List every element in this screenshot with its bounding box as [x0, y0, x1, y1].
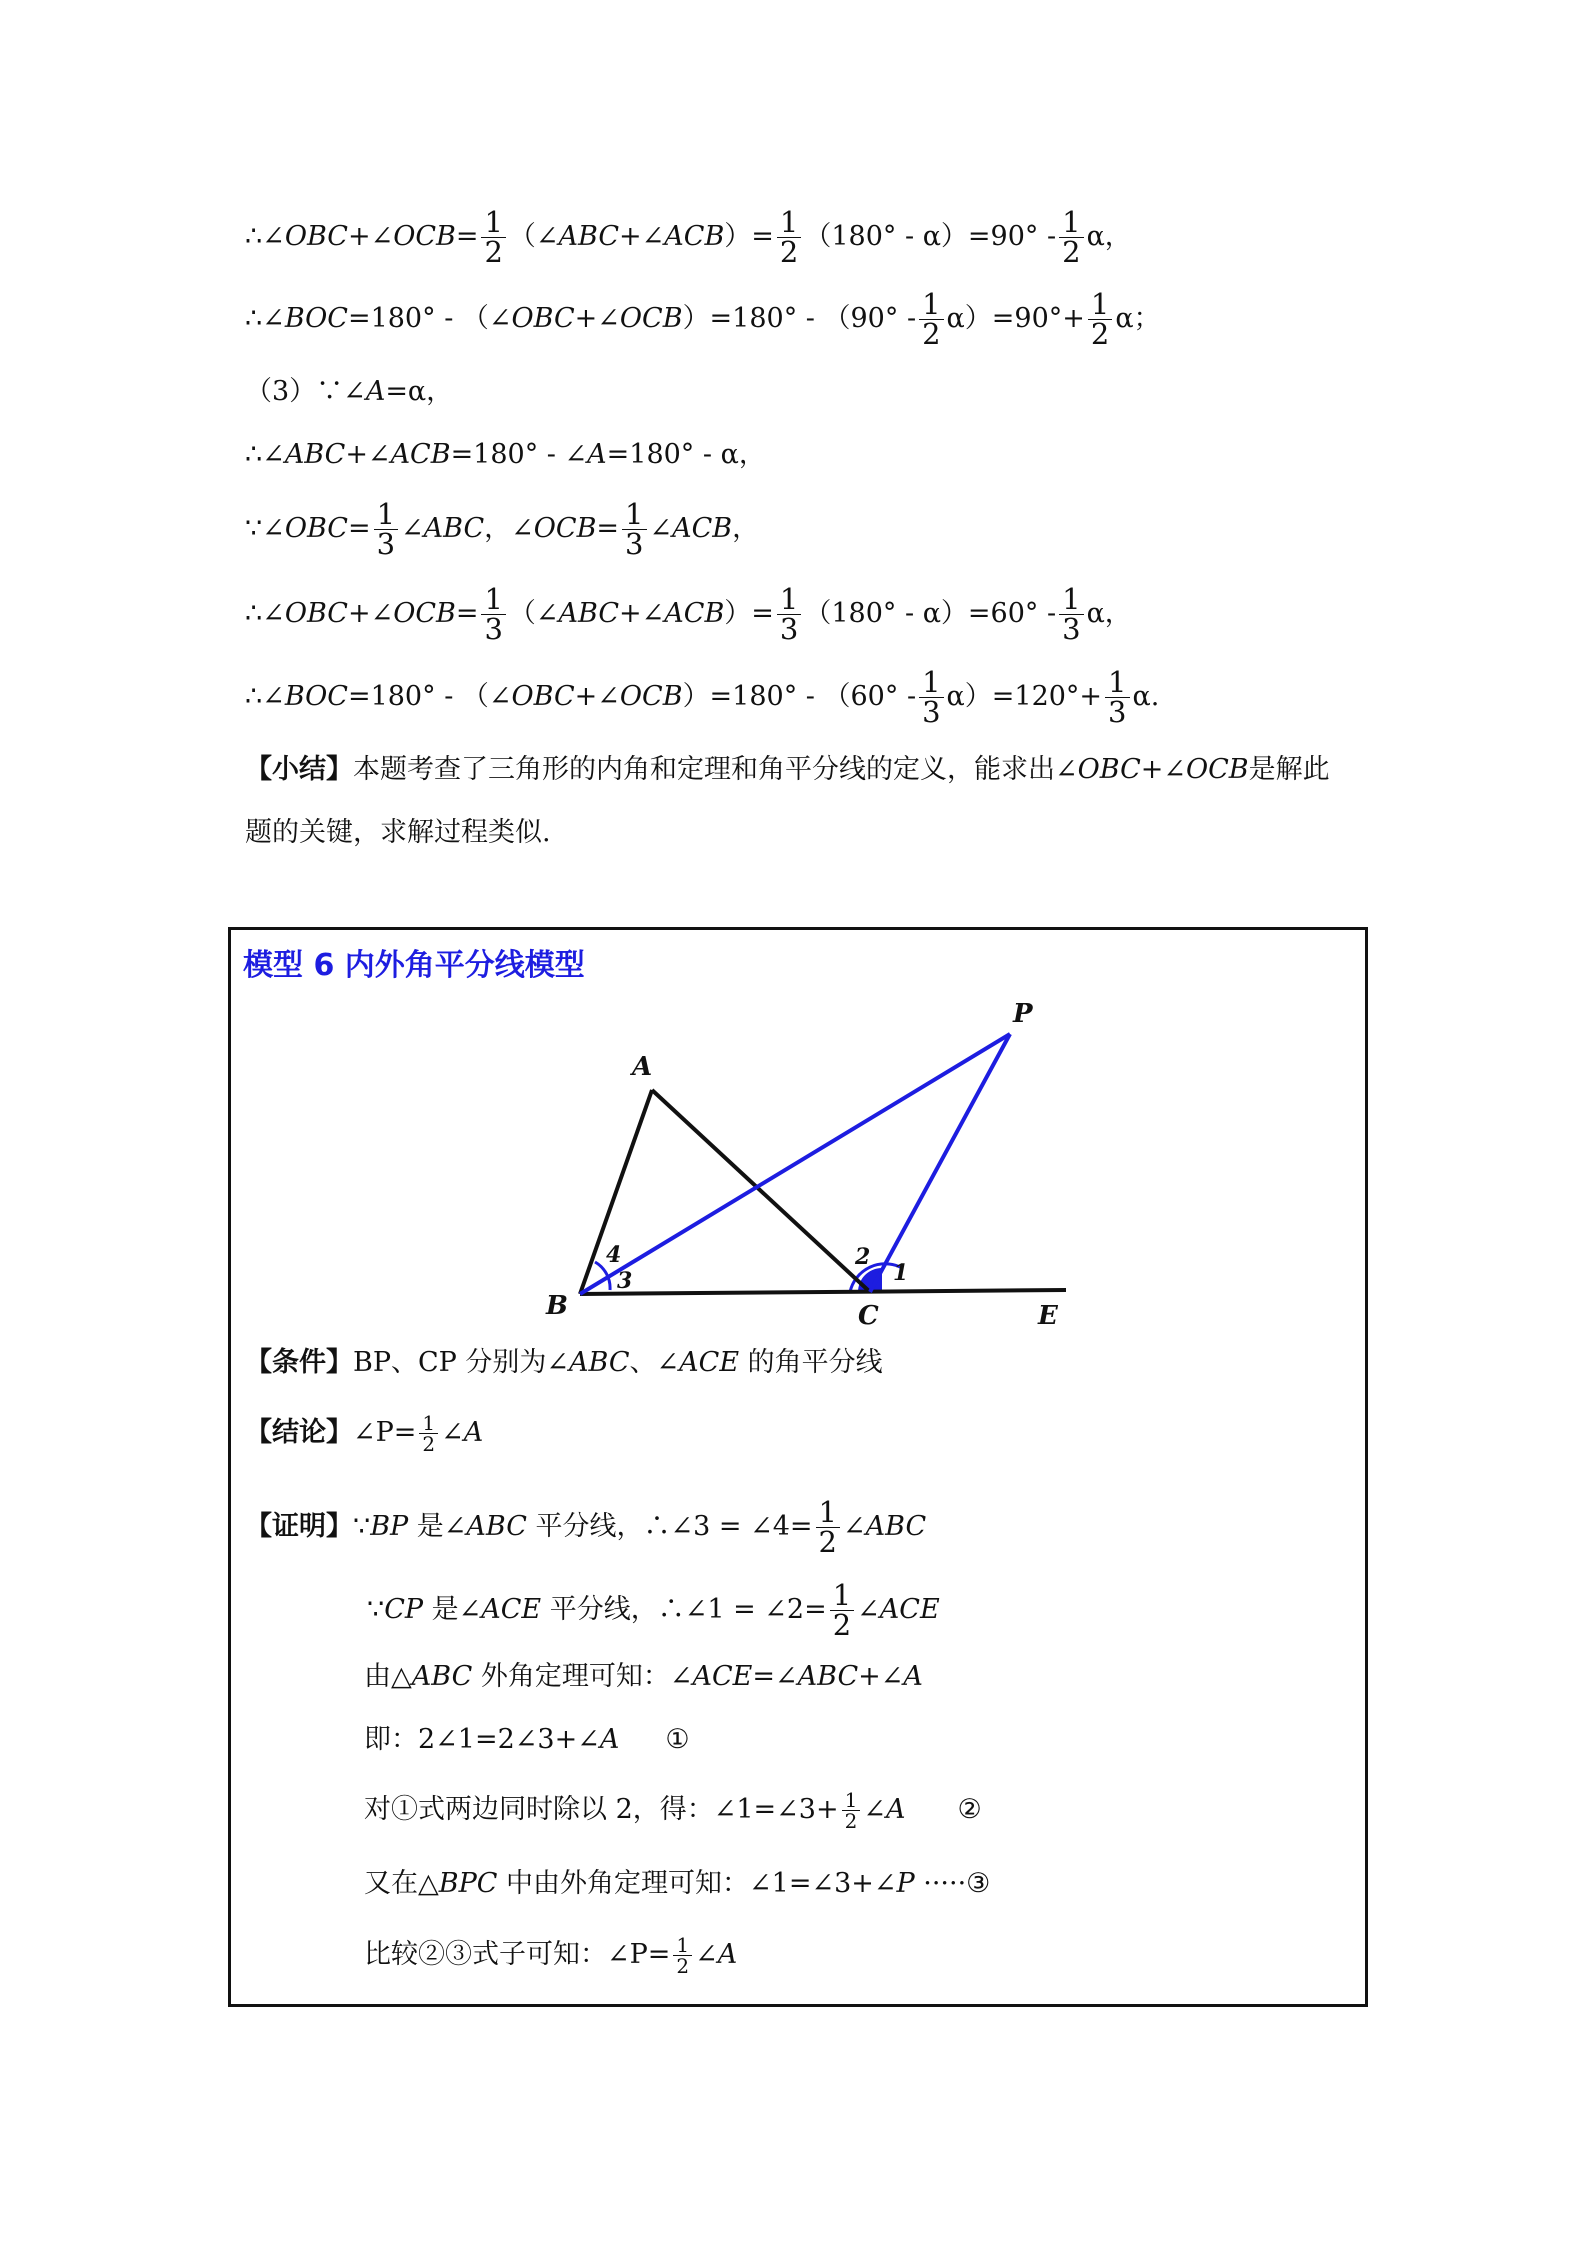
proof-line-5: 对①式两边同时除以 2，得：∠1=∠3+ $\frac{1}{2}$ ∠A ② [364, 1788, 982, 1833]
angle-label-3: 3 [617, 1268, 633, 1294]
side-AC [652, 1090, 870, 1292]
label-C: C [858, 1301, 879, 1331]
label-E: E [1038, 1301, 1058, 1331]
fraction-half: $\frac{1}{2}$ [1059, 208, 1083, 267]
fraction-half: $\frac{1}{2}$ [842, 1790, 861, 1831]
fraction-half: $\frac{1}{2}$ [777, 208, 801, 267]
fraction-third: $\frac{1}{3}$ [777, 585, 801, 644]
fraction-half: $\frac{1}{2}$ [481, 208, 505, 267]
solution-line-2: ∴∠BOC=180° - （∠OBC+∠OCB）=180° - （90° - $\frac{1}{2}$ α）=90°+ $\frac{1}{2}$ α； [245, 287, 1161, 351]
proof-line-6: 又在△BPC 中由外角定理可知：∠1=∠3+∠P ·····③ [364, 1868, 991, 1899]
proof-tag: 【证明】 [245, 1511, 353, 1542]
summary-line: 【小结】本题考查了三角形的内角和定理和角平分线的定义，能求出∠OBC+∠OCB是解此 [245, 754, 1330, 785]
fraction-half: $\frac{1}{2}$ [419, 1413, 438, 1454]
fraction-third: $\frac{1}{3}$ [622, 500, 646, 559]
proof-line-7: 比较②③式子可知：∠P= $\frac{1}{2}$ ∠A [364, 1933, 738, 1978]
fraction-half: $\frac{1}{2}$ [673, 1935, 692, 1976]
condition-tag: 【条件】 [245, 1347, 353, 1378]
label-A: A [632, 1052, 653, 1082]
solution-line-7: ∴∠BOC=180° - （∠OBC+∠OCB）=180° - （60° - $\frac{1}{3}$ α）=120°+ $\frac{1}{3}$ α. [245, 665, 1160, 729]
fraction-third: $\frac{1}{3}$ [1105, 668, 1129, 727]
fraction-half: $\frac{1}{2}$ [816, 1498, 840, 1557]
solution-line-6: ∴∠OBC+∠OCB= $\frac{1}{3}$ （∠ABC+∠ACB）= $\frac{1}{3}$ （180° - α）=60° - $\frac{1}{3}$ α， [245, 582, 1132, 646]
solution-line-4: ∴∠ABC+∠ACB=180° - ∠A=180° - α， [245, 439, 766, 470]
summary-line-continued: 题的关键，求解过程类似. [245, 817, 551, 848]
label-B: B [546, 1291, 568, 1321]
proof-line-2: ∵CP 是∠ACE 平分线，∴∠1 = ∠2= $\frac{1}{2}$ ∠ACE [367, 1578, 940, 1642]
fraction-third: $\frac{1}{3}$ [481, 585, 505, 644]
proof-line-3: 由△ABC 外角定理可知：∠ACE=∠ABC+∠A [364, 1661, 923, 1692]
condition-line: 【条件】BP、CP 分别为∠ABC、∠ACE 的角平分线 [245, 1347, 883, 1378]
solution-line-3: （3）∵∠A=α， [245, 376, 454, 407]
solution-line-1: ∴∠OBC+∠OCB= $\frac{1}{2}$ （∠ABC+∠ACB）= $\frac{1}{2}$ （180° - α）=90° - $\frac{1}{2}$ α， [245, 205, 1132, 269]
summary-tag: 【小结】 [245, 754, 353, 785]
label-P: P [1013, 999, 1033, 1029]
angle-label-4: 4 [606, 1242, 622, 1268]
fraction-half: $\frac{1}{2}$ [919, 290, 943, 349]
fraction-third: $\frac{1}{3}$ [374, 500, 398, 559]
conclusion-tag: 【结论】 [245, 1417, 353, 1448]
angle-label-1: 1 [893, 1260, 909, 1286]
model-title: 模型 6 内外角平分线模型 [243, 948, 585, 983]
fraction-third: $\frac{1}{3}$ [919, 668, 943, 727]
solution-line-5: ∵∠OBC= $\frac{1}{3}$ ∠ABC，∠OCB= $\frac{1}{3}$ ∠ACB， [245, 497, 760, 561]
proof-line-1: 【证明】∵BP 是∠ABC 平分线，∴∠3 = ∠4= $\frac{1}{2}$ ∠ABC [245, 1495, 927, 1559]
bisector-CP [870, 1034, 1010, 1292]
conclusion-line: 【结论】∠P= $\frac{1}{2}$ ∠A [245, 1411, 484, 1456]
proof-line-4: 即：2∠1=2∠3+∠A ① [364, 1724, 690, 1755]
fraction-half: $\frac{1}{2}$ [830, 1581, 854, 1640]
side-BE [580, 1290, 1066, 1294]
angle-label-2: 2 [855, 1244, 871, 1270]
fraction-half: $\frac{1}{2}$ [1088, 290, 1112, 349]
fraction-third: $\frac{1}{3}$ [1059, 585, 1083, 644]
